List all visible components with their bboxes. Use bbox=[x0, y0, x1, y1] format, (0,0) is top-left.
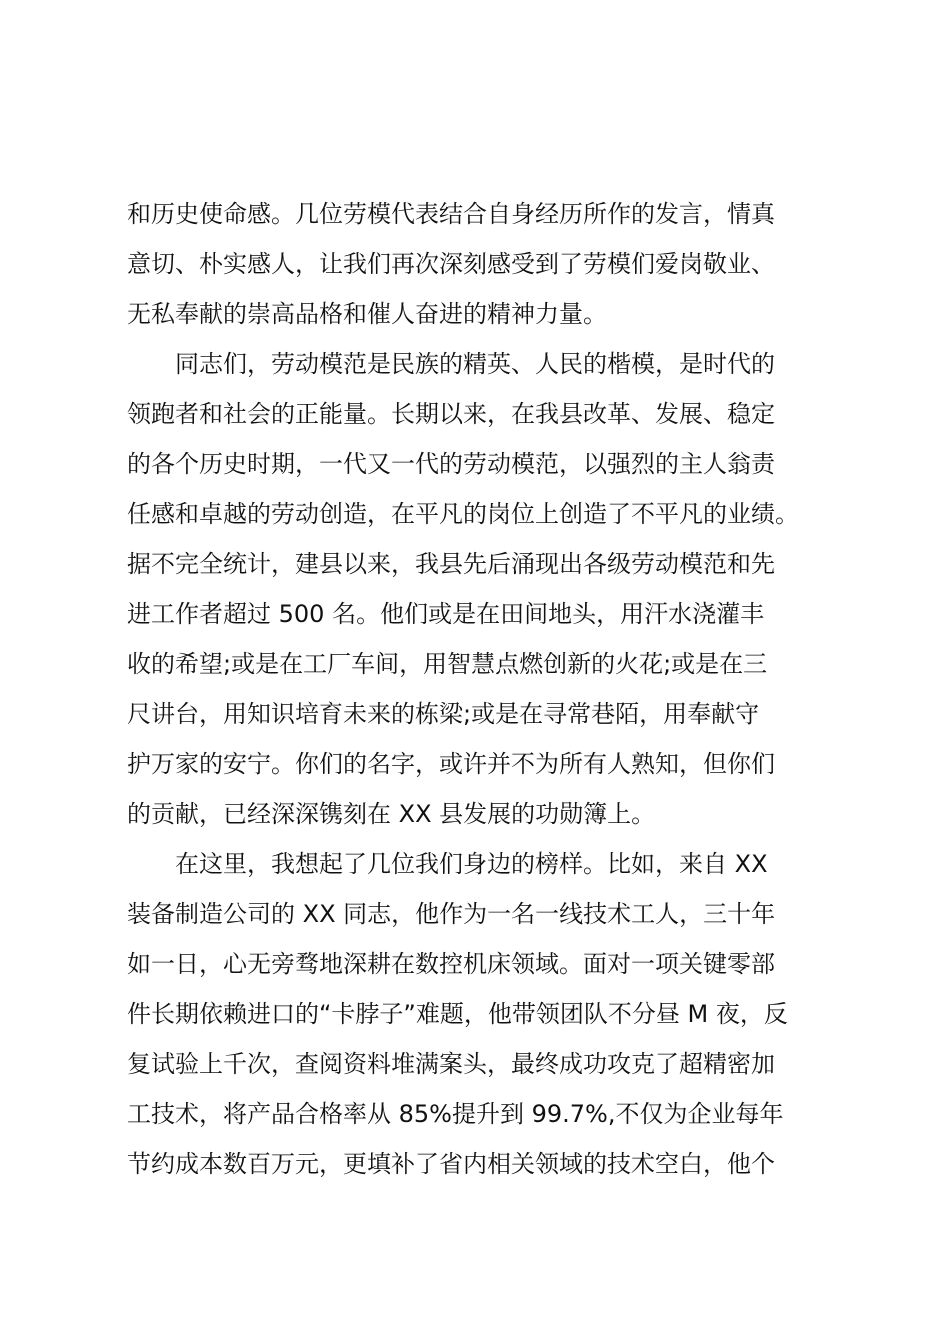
text-line: 和历史使命感。几位劳模代表结合自身经历所作的发言，情真 bbox=[127, 200, 775, 228]
text-line: 任感和卓越的劳动创造，在平凡的岗位上创造了不平凡的业绩。 bbox=[127, 500, 799, 528]
text-line: 同志们，劳动模范是民族的精英、人民的楷模，是时代的 bbox=[127, 350, 775, 378]
text-line: 件长期依赖进口的“卡脖子”难题，他带领团队不分昼 M 夜，反 bbox=[127, 1000, 788, 1028]
text-line: 据不完全统计，建县以来，我县先后涌现出各级劳动模范和先 bbox=[127, 550, 775, 578]
text-line: 装备制造公司的 XX 同志，他作为一名一线技术工人，三十年 bbox=[127, 900, 776, 928]
text-line: 在这里，我想起了几位我们身边的榜样。比如，来自 XX bbox=[127, 850, 768, 878]
text-line: 节约成本数百万元，更填补了省内相关领域的技术空白，他个 bbox=[127, 1150, 775, 1178]
text-line: 如一日，心无旁骛地深耕在数控机床领域。面对一项关键零部 bbox=[127, 950, 775, 978]
text-line: 进工作者超过 500 名。他们或是在田间地头，用汗水浇灌丰 bbox=[127, 600, 765, 628]
body-text bbox=[127, 189, 827, 1189]
text-line: 的贡献，已经深深镌刻在 XX 县发展的功勋簿上。 bbox=[127, 800, 656, 828]
text-line: 收的希望;或是在工厂车间，用智慧点燃创新的火花;或是在三 bbox=[127, 650, 768, 678]
text-line: 工技术，将产品合格率从 85%提升到 99.7%,不仅为企业每年 bbox=[127, 1100, 784, 1128]
text-line: 护万家的安宁。你们的名字，或许并不为所有人熟知，但你们 bbox=[127, 750, 775, 778]
text-line: 的各个历史时期，一代又一代的劳动模范，以强烈的主人翁责 bbox=[127, 450, 775, 478]
text-line: 复试验上千次，查阅资料堆满案头，最终成功攻克了超精密加 bbox=[127, 1050, 775, 1078]
text-line: 无私奉献的崇高品格和催人奋进的精神力量。 bbox=[127, 300, 607, 328]
text-line: 意切、朴实感人，让我们再次深刻感受到了劳模们爱岗敬业、 bbox=[127, 250, 775, 278]
text-line: 尺讲台，用知识培育未来的栋梁;或是在寻常巷陌，用奉献守 bbox=[127, 700, 760, 728]
text-line: 领跑者和社会的正能量。长期以来，在我县改革、发展、稳定 bbox=[127, 400, 775, 428]
